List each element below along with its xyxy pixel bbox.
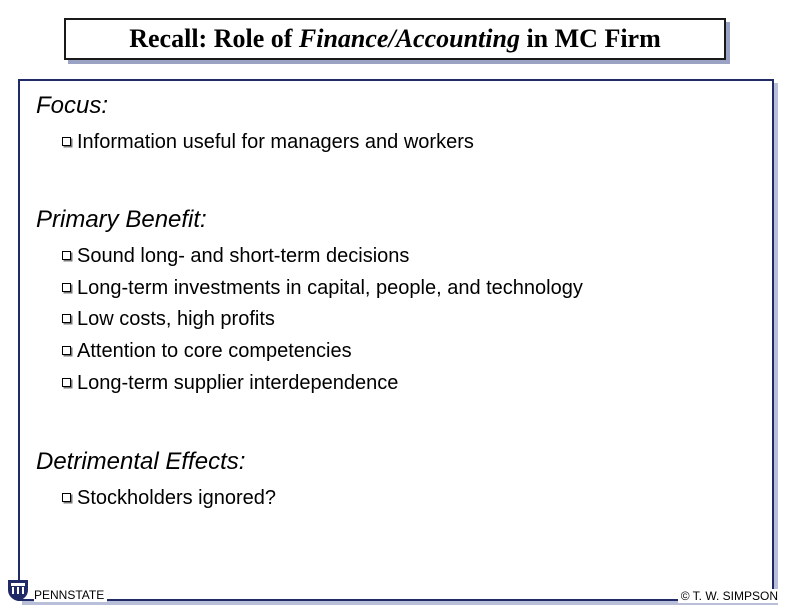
title-italic: Finance/Accounting bbox=[298, 24, 520, 53]
slide-title-box bbox=[64, 18, 726, 60]
checkbox-bullet-icon bbox=[62, 378, 71, 387]
bullet-text: Sound long- and short-term decisions bbox=[77, 245, 410, 267]
list-item bbox=[62, 244, 409, 268]
bullet-text: Information useful for managers and workers bbox=[77, 131, 474, 153]
heading-focus: Focus: bbox=[36, 92, 109, 119]
heading-detrimental-effects: Detrimental Effects: bbox=[36, 448, 246, 475]
bullet-text: Stockholders ignored? bbox=[77, 487, 277, 509]
slide-title bbox=[66, 24, 724, 54]
checkbox-bullet-icon bbox=[62, 137, 71, 146]
bullet-text: Long-term investments in capital, people, and technology bbox=[77, 277, 583, 299]
title-prefix: Recall: Role of bbox=[129, 24, 299, 53]
list-item bbox=[62, 339, 352, 363]
checkbox-bullet-icon bbox=[62, 314, 71, 323]
checkbox-bullet-icon bbox=[62, 493, 71, 502]
bullet-text: Long-term supplier interdependence bbox=[77, 372, 399, 394]
list-item bbox=[62, 130, 474, 154]
list-item bbox=[62, 276, 583, 300]
bullet-text: Low costs, high profits bbox=[77, 308, 275, 330]
title-suffix: in MC Firm bbox=[519, 24, 661, 53]
list-item bbox=[62, 307, 275, 331]
pennstate-shield-icon bbox=[6, 578, 30, 602]
copyright-label: © T. W. SIMPSON bbox=[678, 589, 778, 603]
list-item bbox=[62, 371, 398, 395]
checkbox-bullet-icon bbox=[62, 346, 71, 355]
heading-primary-benefit: Primary Benefit: bbox=[36, 206, 207, 233]
checkbox-bullet-icon bbox=[62, 251, 71, 260]
pennstate-label: PENNSTATE bbox=[34, 588, 107, 602]
bullet-text: Attention to core competencies bbox=[77, 340, 352, 362]
checkbox-bullet-icon bbox=[62, 283, 71, 292]
list-item bbox=[62, 486, 276, 510]
